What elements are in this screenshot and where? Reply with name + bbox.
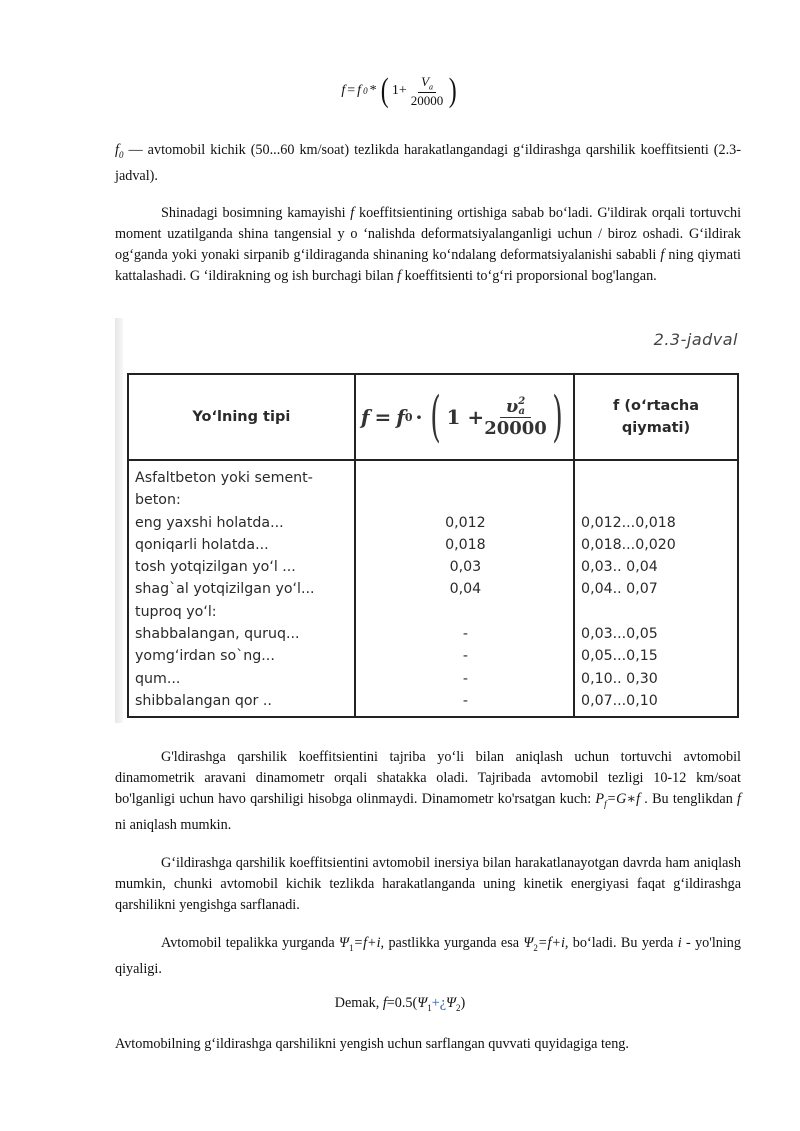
paragraph-text: ning qiymati kattalashadi. G ‘ildirakning og ish burchagi bilan <box>115 247 741 284</box>
symbol-psi: Ψ <box>523 935 534 951</box>
formula-paren-close: ) <box>552 385 563 448</box>
formula-paren-close: ) <box>460 995 466 1011</box>
table-cell-road-type: shag`al yotqizilgan yo‘l... <box>135 581 315 598</box>
paragraph-text: G'ldirashga qarshilik koeffitsientini tajriba yo‘li bilan aniqlash uchun tortuvchi avtomobil dinamometrik aravani dinamometr orqali shatakka oladi. Tajribada avtomobil tezligi 10-12 km/soat bo'lganligi uchun havo qarshiligi hisobga olinmaydi. Dinamometr ko'rsatgan kuch: <box>115 749 741 807</box>
formula-fraction <box>484 396 547 439</box>
formula-subscript: a <box>429 82 434 92</box>
formula-symbol: f <box>396 405 405 429</box>
symbol-i: i <box>677 935 682 951</box>
formula-term: =0.5( <box>386 995 418 1011</box>
table-cell-road-type: tosh yotqizilgan yo‘l ... <box>135 559 296 576</box>
paragraph-f0-definition <box>115 140 741 187</box>
table-cell-road-type: yomg‘irdan so`ng... <box>135 648 275 665</box>
table-cell-road-type: beton: <box>135 492 181 509</box>
table-caption: 2.3-jadval <box>653 330 738 349</box>
header-average <box>574 374 738 460</box>
formula-operator: * <box>369 83 377 99</box>
paragraph-slope <box>115 933 741 980</box>
symbol-f: f <box>737 791 741 807</box>
formula-paren-open: ( <box>430 385 442 448</box>
formula-rolling-resistance <box>0 74 800 109</box>
formula-term: =f+i, <box>353 935 385 951</box>
paragraph-text: Shinadagi bosimning kamayishi <box>161 205 351 221</box>
table-cell-f <box>362 467 569 489</box>
formula-paren-open: ( <box>380 72 389 110</box>
paragraph-text: bo‘ladi. Bu yerda <box>568 935 678 951</box>
paragraph-dynamometer <box>115 747 741 836</box>
scan-shadow <box>115 318 123 723</box>
paragraph-tire-pressure <box>115 203 741 287</box>
formula-symbol: f <box>360 405 370 429</box>
formula-term: =f+i, <box>537 935 569 951</box>
formula-symbol: f <box>357 83 362 99</box>
symbol-subscript: 1 <box>349 942 354 953</box>
header-average-line2: qiymati) <box>621 420 691 436</box>
paragraph-text: koeffitsientining ortishiga sabab bo‘ladi. G'ildirak orqali tortuvchi moment uzatilganda shina tangensial y o ‘nalishda deformatsiyalanganligi uchun / biroz oshadi. G‘ildirak og‘ganda yoki yonaki sirpanib g‘ildiraganda shinaning ko‘ndalang deformatsiyalanishi sababli <box>115 205 742 263</box>
table-cell-road-type: tuproq yo‘l: <box>135 603 217 620</box>
formula-equals: = <box>347 83 356 99</box>
symbol-subscript: 1 <box>427 1002 432 1013</box>
symbol-psi: Ψ <box>339 935 350 951</box>
table-cell-average: 0,10.. 0,30 <box>581 670 658 687</box>
formula-term: 1 + <box>446 405 485 429</box>
paragraph-power: Avtomobilning g‘ildirashga qarshilikni yengish uchun sarflangan quvvati quyidagiga teng. <box>115 1036 629 1052</box>
formula-superscript: 2 <box>518 395 526 407</box>
table-cell-f: - <box>462 648 468 665</box>
symbol-f: f <box>382 995 387 1011</box>
symbol-subscript: 0 <box>118 149 124 160</box>
paragraph-text: . Bu tenglikdan <box>640 791 738 807</box>
formula-equals: = <box>374 405 392 429</box>
table-cell-road-type: shibbalangan qor .. <box>135 692 272 709</box>
formula-subscript: 0 <box>363 86 368 97</box>
paragraph-text: Avtomobil tepalikka yurganda <box>161 935 340 951</box>
table-cell-average: 0,03.. 0,04 <box>581 559 658 576</box>
table-cell-average <box>581 467 733 489</box>
table-cell-road-type: shabbalangan, quruq... <box>135 626 300 643</box>
paragraph-text: koeffitsienti to‘g‘ri proporsional bog'langan. <box>401 268 657 284</box>
table-cell-average: 0,05...0,15 <box>581 648 658 665</box>
formula-operator: · <box>415 405 423 429</box>
table-header-row <box>128 374 738 460</box>
formula-paren-close: ) <box>448 72 457 110</box>
formula-symbol: f <box>341 83 346 99</box>
table-cell-average: 0,03...0,05 <box>581 626 658 643</box>
header-average-line1: f (o‘rtacha <box>613 398 700 414</box>
formula-subscript: a <box>518 405 525 417</box>
paragraph-text: — avtomobil kichik (50...60 km/soat) tezlikda harakatlangandagi g‘ildirashga qarshilik koeffitsienti (2.3-jadval). <box>115 142 741 184</box>
paragraph-text: Demak, <box>334 995 383 1011</box>
table-cell-road-type: Asfaltbeton yoki sement- <box>135 470 313 486</box>
formula-demak <box>0 995 800 1013</box>
formula-term: 1+ <box>391 83 407 99</box>
paragraph-inertia: G‘ildirashga qarshilik koeffitsientini avtomobil inersiya bilan harakatlanayotgan davrda ham aniqlash mumkin, chunki avtomobil kichik tezlikda harakatlanganda uning kinetik energiyasi faqat g‘ildirashga qarshilikni yengishga sarflanadi. <box>115 855 741 913</box>
symbol-subscript: 2 <box>456 1002 461 1013</box>
symbol-subscript: 2 <box>533 942 538 953</box>
table-cell-average: 0,012...0,018 <box>581 514 676 531</box>
table-cell-f: - <box>462 670 468 687</box>
column-average-values <box>574 460 738 717</box>
symbol-f: f <box>660 247 665 263</box>
paragraph-text: - yo'lning qiyaligi. <box>115 935 741 977</box>
table-body-row <box>128 460 738 717</box>
formula-numerator: V <box>421 74 430 89</box>
formula-numerator: υ <box>505 395 519 417</box>
table-cell-f: 0,012 <box>445 514 486 531</box>
table-cell-f: - <box>462 626 468 643</box>
column-road-types <box>128 460 355 717</box>
header-formula <box>355 374 574 460</box>
formula-subscript: f <box>604 798 607 809</box>
table-cell-f: - <box>462 692 468 709</box>
table-cell-road-type: qum... <box>135 670 181 687</box>
table-cell-road-type: eng yaxshi holatda... <box>135 514 284 531</box>
table-cell-average <box>581 489 733 511</box>
formula-symbol: P <box>595 791 605 807</box>
formula-operator: +¿ <box>431 995 447 1011</box>
table-cell-average: 0,07...0,10 <box>581 692 658 709</box>
formula-subscript: 0 <box>404 410 413 424</box>
formula-term: =G∗f <box>606 791 641 807</box>
table-cell-average: 0,018...0,020 <box>581 536 676 553</box>
formula-denominator: 20000 <box>484 417 547 439</box>
table-cell-average <box>581 601 733 623</box>
paragraph-text: pastlikka yurganda esa <box>384 935 524 951</box>
table-cell-f: 0,04 <box>449 581 482 598</box>
column-f-values <box>355 460 574 717</box>
table-cell-f <box>362 489 569 511</box>
symbol-f: f <box>397 268 402 284</box>
table-rolling-coefficients <box>127 373 739 718</box>
symbol-f: f <box>115 142 119 158</box>
table-cell-f: 0,018 <box>445 536 486 553</box>
formula-fraction <box>409 74 446 109</box>
table-cell-road-type: qoniqarli holatda... <box>135 536 269 553</box>
symbol-psi: Ψ <box>446 995 457 1011</box>
formula-denominator: 20000 <box>410 92 444 108</box>
header-road-type: Yo‘lning tipi <box>128 374 355 460</box>
paragraph-text: ni aniqlash mumkin. <box>115 816 232 833</box>
symbol-f: f <box>350 205 355 221</box>
table-cell-f <box>362 601 569 623</box>
table-cell-average: 0,04.. 0,07 <box>581 581 658 598</box>
table-cell-f: 0,03 <box>449 559 482 576</box>
symbol-psi: Ψ <box>417 995 428 1011</box>
